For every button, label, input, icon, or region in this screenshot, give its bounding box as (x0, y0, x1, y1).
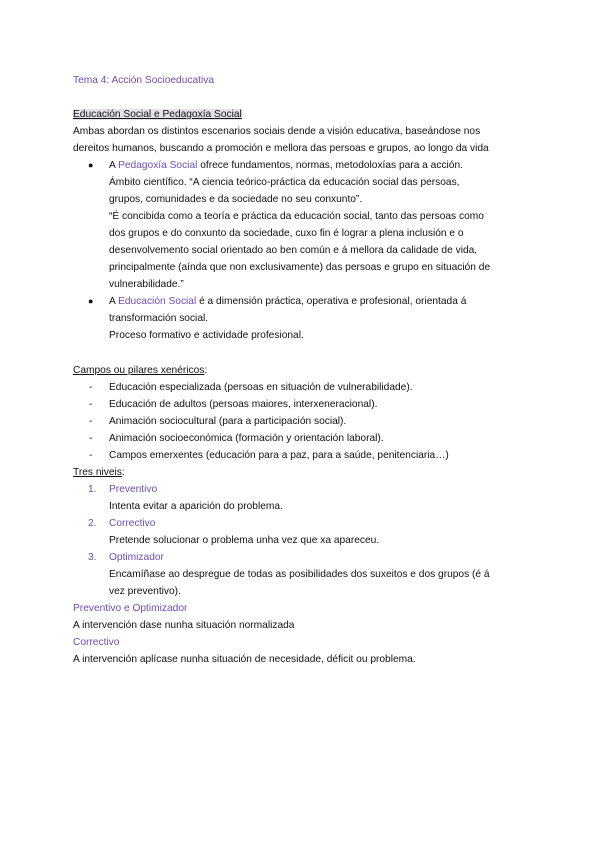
paragraph: A intervención aplícase nunha situación de necesidade, déficit ou problema. (73, 654, 416, 665)
bullet-text: é a dimensión práctica, operativa e profesional, orientada á (196, 296, 467, 307)
intro-line: Ambas abordan os distintos escenarios sociais dende a visión educativa, baseándose nos (73, 126, 481, 137)
bullet-prefix: A (109, 296, 119, 307)
bullet-icon: ● (88, 296, 94, 306)
term-educacion-social: Educación Social (118, 296, 197, 307)
level-name-preventivo: Preventivo (109, 484, 158, 495)
list-item: Educación especializada (persoas en situación de vulnerabilidade). (109, 382, 413, 393)
bullet-line: Ámbito científico. “A ciencia teórico-práctica da educación social das persoas, (109, 177, 460, 188)
bullet-prefix: A (109, 160, 119, 171)
bullet-line: desenvolvemento social orientado ao ben común e á mellora da calidade de vida, (109, 245, 478, 256)
subheading-preventivo-optimizador: Preventivo e Optimizador (73, 603, 188, 614)
list-item: Animación socioeconómica (formación y orientación laboral). (109, 433, 384, 444)
dash-marker: - (89, 450, 93, 461)
level-number: 1. (88, 484, 97, 495)
bullet-line: transformación social. (109, 313, 209, 324)
list-item: Educación de adultos (persoas maiores, interxeneracional). (109, 399, 378, 410)
level-number: 3. (88, 552, 97, 563)
dash-marker: - (89, 433, 93, 444)
bullet-icon: ● (88, 160, 94, 170)
heading-colon: : (204, 365, 208, 376)
bullet-line: Proceso formativo e actividade profesional. (109, 330, 304, 341)
section-heading-text: Educación Social e Pedagoxía Social (73, 109, 242, 120)
dash-marker: - (89, 399, 93, 410)
section-heading-text: Tres niveis (73, 467, 122, 478)
subheading-correctivo: Correctivo (73, 637, 120, 648)
paragraph: A intervención dase nunha situación normalizada (73, 620, 295, 631)
bullet-line: dos grupos e do conxunto da sociedade, cuxo fin é lograr a plena inclusión e o (109, 228, 464, 239)
section-heading-educacion-pedagoxia (73, 106, 242, 123)
bullet-line: grupos, comunidades e da sociedade no seu conxunto”. (109, 194, 363, 205)
level-description: Pretende solucionar o problema unha vez que xa apareceu. (109, 535, 380, 546)
level-name-correctivo: Correctivo (109, 518, 156, 529)
bullet-line: “É concibida como a teoría e práctica da educación social, tanto das persoas como (109, 211, 484, 222)
bullet-pedagoxia-social (109, 157, 463, 174)
section-heading-tres-niveis (73, 464, 125, 481)
level-description: Encamíñase ao despregue de todas as posibilidades dos suxeitos e dos grupos (é á (109, 569, 490, 580)
bullet-line: vulnerabilidade.” (109, 279, 184, 290)
list-item: Animación sociocultural (para a participación social). (109, 416, 347, 427)
intro-line: dereitos humanos, buscando a promoción e mellora das persoas e grupos, ao longo da vida (73, 143, 489, 154)
dash-marker: - (89, 382, 93, 393)
bullet-line: principalmente (aínda que non exclusivamente) das persoas e grupo en situación de (109, 262, 491, 273)
list-item: Campos emerxentes (educación para a paz, para a saúde, penitenciaria…) (109, 450, 449, 461)
level-description: vez preventivo). (109, 586, 181, 597)
section-heading-campos (73, 362, 207, 379)
heading-colon: : (121, 467, 125, 478)
level-number: 2. (88, 518, 97, 529)
level-description: Intenta evitar a aparición do problema. (109, 501, 283, 512)
section-heading-text: Campos ou pilares xenéricos (73, 365, 205, 376)
bullet-text: ofrece fundamentos, normas, metodoloxías para a acción. (197, 160, 463, 171)
document-title: Tema 4: Acción Socioeducativa (73, 75, 215, 86)
dash-marker: - (89, 416, 93, 427)
term-pedagoxia-social: Pedagoxía Social (118, 160, 198, 171)
level-name-optimizador: Optimizador (109, 552, 164, 563)
bullet-educacion-social (109, 293, 466, 310)
